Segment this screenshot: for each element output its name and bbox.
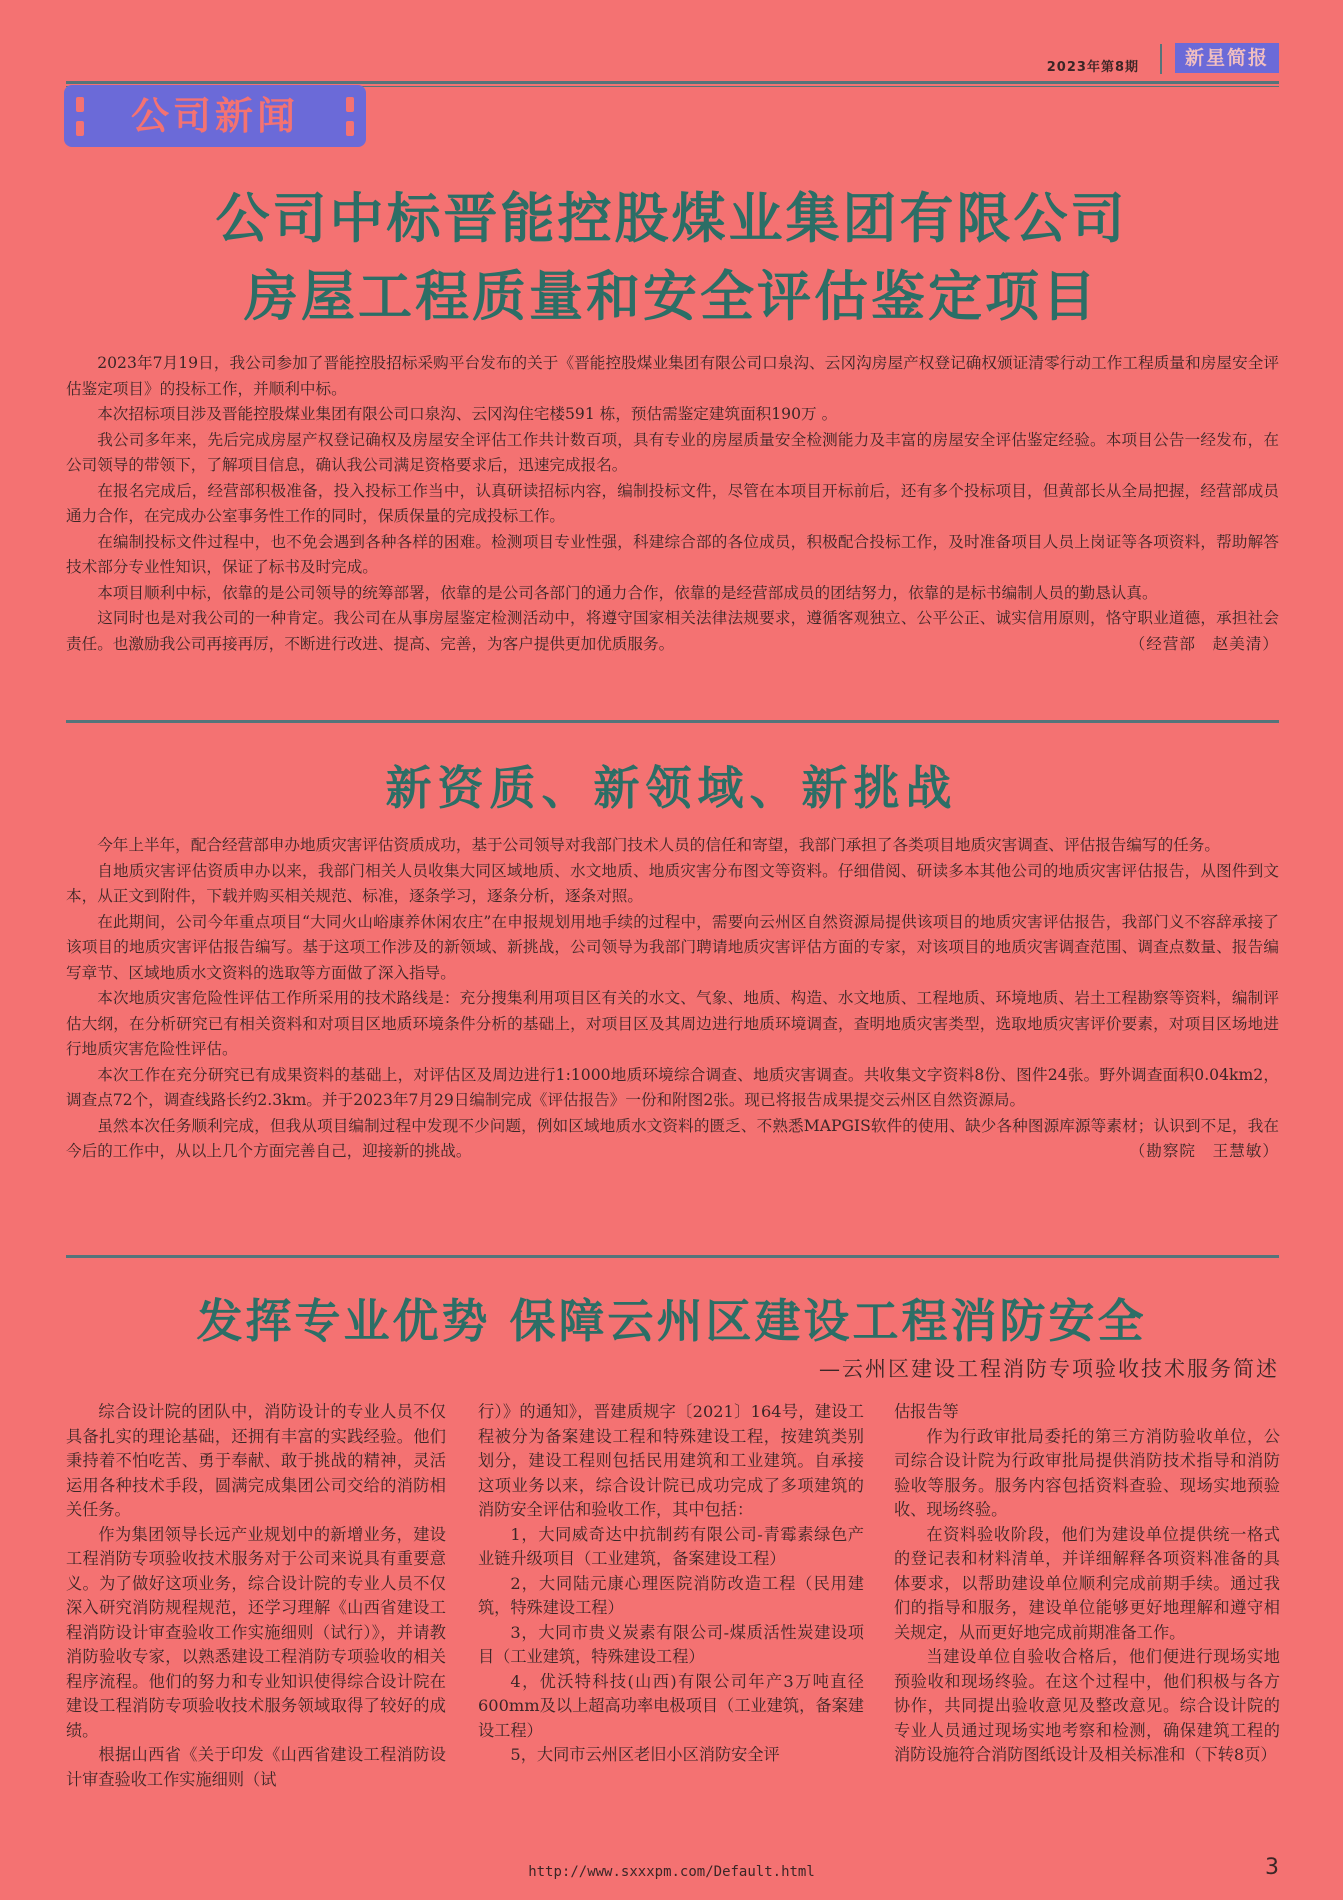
article3-paragraph: 作为行政审批局委托的第三方消防验收单位，公司综合设计院为行政审批局提供消防技术指导和消防验收等服务。服务内容包括资料查验、现场实地预验收、现场终验。 xyxy=(894,1426,1280,1519)
article3-list-item: 5，大同市云州区老旧小区消防安全评 xyxy=(510,1745,780,1764)
article3-paragraph: 行）》的通知》，晋建质规字〔2021〕164号，建设工程被分为备案建设工程和特殊建设工程，按建筑类别划分，建设工程则包括民用建筑和工业建筑。自承接这项业务以来，综合设计院已成功完成了多项建筑的消防安全评估和验收工作，其中包括： xyxy=(478,1402,864,1519)
article3-column-3 xyxy=(894,1400,1280,1768)
badge-dash-icon xyxy=(346,97,354,112)
article2-body xyxy=(66,833,1279,1165)
article3-column-2 xyxy=(478,1400,864,1768)
article3-list-item: 3，大同市贵义炭素有限公司-煤质活性炭建设项目（工业建筑，特殊建设工程） xyxy=(478,1622,864,1666)
article3-paragraph: 根据山西省《关于印发《山西省建设工程消防设计审查验收工作实施细则（试 xyxy=(66,1745,446,1789)
article3-paragraph: 综合设计院的团队中，消防设计的专业人员不仅具备扎实的理论基础，还拥有丰富的实践经验。他们秉持着不怕吃苦、勇于奉献、敢于挑战的精神，灵活运用各种技术手段，圆满完成集团公司交给的消防相关任务。 xyxy=(66,1402,446,1519)
section-badge-label: 公司新闻 xyxy=(130,94,299,138)
article1-paragraph: 本项目顺利中标，依靠的是公司领导的统筹部署，依靠的是公司各部门的通力合作，依靠的是经营部成员的团结努力，依靠的是标书编制人员的勤恳认真。 xyxy=(97,583,1158,602)
article1-title-line1: 公司中标晋能控股煤业集团有限公司 xyxy=(215,186,1128,250)
article2-signature: （勘察院 王慧敏） xyxy=(1129,1142,1279,1160)
brand-logo: 新星简报 xyxy=(1175,43,1279,73)
section-divider xyxy=(66,1255,1279,1258)
header-rule xyxy=(66,81,1279,84)
section-badge xyxy=(64,85,366,147)
badge-dash-icon xyxy=(76,121,84,136)
article1-paragraph: 我公司多年来，先后完成房屋产权登记确权及房屋安全评估工作共计数百项，具有专业的房屋质量安全检测能力及丰富的房屋安全评估鉴定经验。本项目公告一经发布，在公司领导的带领下，了解项目信息，确认我公司满足资格要求后，迅速完成报名。 xyxy=(66,430,1279,474)
article1-paragraph: 2023年7月19日，我公司参加了晋能控股招标采购平台发布的关于《晋能控股煤业集团有限公司口泉沟、云冈沟房屋产权登记确权颁证清零行动工作工程质量和房屋安全评估鉴定项目》的投标工作，并顺利中标。 xyxy=(66,354,1279,398)
article2-paragraph: 虽然本次任务顺利完成，但我从项目编制过程中发现不少问题，例如区域地质水文资料的匮乏、不熟悉MAPGIS软件的使用、缺少各种图源库源等素材；认识到不足，我在今后的工作中，从以上几个方面完善自己，迎接新的挑战。 xyxy=(66,1116,1279,1160)
article1-paragraph: 在编制投标文件过程中，也不免会遇到各种各样的困难。检测项目专业性强，科建综合部的各位成员，积极配合投标工作，及时准备项目人员上岗证等各项资料，帮助解答技术部分专业性知识，保证了标书及时完成。 xyxy=(66,532,1279,576)
footer-url-link[interactable]: http://www.sxxxpm.com/Default.html xyxy=(528,1864,815,1880)
article3-paragraph: 估报告等 xyxy=(894,1402,959,1421)
article1-body xyxy=(66,351,1279,657)
article1-paragraph: 本次招标项目涉及晋能控股煤业集团有限公司口泉沟、云冈沟住宅楼591 栋，预估需鉴定建筑面积190万 。 xyxy=(97,405,838,423)
article2-paragraph: 本次工作在充分研究已有成果资料的基础上，对评估区及周边进行1:1000地质环境综合调查、地质灾害调查。共收集文字资料8份、图件24张。野外调查面积0.04km2，调查点72个，调查线路长约2.3km。并于2023年7月29日编制完成《评估报告》一份和附图2张。现已将报告成果提交云州区自然资源局。 xyxy=(66,1065,1279,1109)
article3-paragraph: 在资料验收阶段，他们为建设单位提供统一格式的登记表和材料清单，并详细解释各项资料准备的具体要求，以帮助建设单位顺利完成前期手续。通过我们的指导和服务，建设单位能够更好地理解和遵守相关规定，从而更好地完成前期准备工作。 xyxy=(894,1524,1280,1642)
issue-label: 2023年第8期 xyxy=(1046,60,1139,75)
article3-list-item: 2，大同陆元康心理医院消防改造工程（民用建筑，特殊建设工程） xyxy=(478,1573,864,1617)
article3-list-item: 1，大同威奇达中抗制药有限公司-青霉素绿色产业链升级项目（工业建筑，备案建设工程） xyxy=(478,1524,864,1568)
article3-subtitle: —云州区建设工程消防专项验收技术服务简述 xyxy=(819,1357,1279,1381)
article3-paragraph: 当建设单位自验收合格后，他们便进行现场实地预验收和现场终验。在这个过程中，他们积极与各方协作，共同提出验收意见及整改意见。综合设计院的专业人员通过现场实地考察和检测，确保建筑工程的消防设施符合消防图纸设计及相关标准和（下转8页） xyxy=(894,1647,1280,1764)
page-number: 3 xyxy=(1265,1855,1279,1880)
article2-paragraph: 本次地质灾害危险性评估工作所采用的技术路线是：充分搜集利用项目区有关的水文、气象、地质、构造、水文地质、工程地质、环境地质、岩土工程勘察等资料，编制评估大纲，在分析研究已有相关资料和对项目区地质环境条件分析的基础上，对项目区及其周边进行地质环境调查，查明地质灾害类型，选取地质灾害评价要素，对项目区场地进行地质灾害危险性评估。 xyxy=(66,989,1279,1058)
article2-paragraph: 今年上半年，配合经营部申办地质灾害评估资质成功，基于公司领导对我部门技术人员的信任和寄望，我部门承担了各类项目地质灾害调查、评估报告编写的任务。 xyxy=(97,836,1220,854)
article2-last-paragraph xyxy=(66,1114,1279,1165)
article1-title-line2: 房屋工程质量和安全评估鉴定项目 xyxy=(244,264,1099,328)
article1-last-paragraph xyxy=(66,606,1279,657)
badge-dash-icon xyxy=(76,97,84,112)
article3-list-item: 4，优沃特科技(山西)有限公司年产3万吨直径600mm及以上超高功率电极项目（工业建筑，备案建设工程） xyxy=(478,1671,864,1740)
article1-paragraph: 在报名完成后，经营部积极准备，投入投标工作当中，认真研读招标内容，编制投标文件，尽管在本项目开标前后，还有多个投标项目，但黄部长从全局把握，经营部成员通力合作，在完成办公室事务性工作的同时，保质保量的完成投标工作。 xyxy=(66,481,1279,525)
article2-title: 新资质、新领域、新挑战 xyxy=(385,761,958,815)
article3-column-1 xyxy=(66,1400,446,1792)
article1-paragraph: 这同时也是对我公司的一种肯定。我公司在从事房屋鉴定检测活动中，将遵守国家相关法律法规要求，遵循客观独立、公平公正、诚实信用原则，恪守职业道德，承担社会责任。也激励我公司再接再厉，不断进行改进、提高、完善，为客户提供更加优质服务。 xyxy=(66,609,1279,653)
article2-paragraph: 自地质灾害评估资质申办以来，我部门相关人员收集大同区域地质、水文地质、地质灾害分布图文等资料。仔细借阅、研读多本其他公司的地质灾害评估报告，从图件到文本，从正文到附件，下载并购买相关规范、标准，逐条学习，逐条分析，逐条对照。 xyxy=(66,861,1279,905)
article3-paragraph: 作为集团领导长远产业规划中的新增业务，建设工程消防专项验收技术服务对于公司来说具有重要意义。为了做好这项业务，综合设计院的专业人员不仅深入研究消防规程规范，还学习理解《山西省建设工程消防设计审查验收工作实施细则（试行）》，并请教消防验收专家，以熟悉建设工程消防专项验收的相关程序流程。他们的努力和专业知识使得综合设计院在建设工程消防专项验收技术服务领域取得了较好的成绩。 xyxy=(66,1524,446,1740)
badge-dash-icon xyxy=(346,121,354,136)
article2-paragraph: 在此期间，公司今年重点项目“大同火山峪康养休闲农庄”在申报规划用地手续的过程中，需要向云州区自然资源局提供该项目的地质灾害评估报告，我部门义不容辞承接了该项目的地质灾害评估报告编写。基于这项工作涉及的新领域、新挑战，公司领导为我部门聘请地质灾害评估方面的专家，对该项目的地质灾害调查范围、调查点数量、报告编写章节、区域地质水文资料的选取等方面做了深入指导。 xyxy=(66,912,1279,982)
section-divider xyxy=(66,720,1279,723)
article3-title: 发挥专业优势 保障云州区建设工程消防安全 xyxy=(196,1294,1147,1348)
header-divider xyxy=(1160,44,1162,74)
article1-signature: （经营部 赵美清） xyxy=(1129,634,1279,653)
